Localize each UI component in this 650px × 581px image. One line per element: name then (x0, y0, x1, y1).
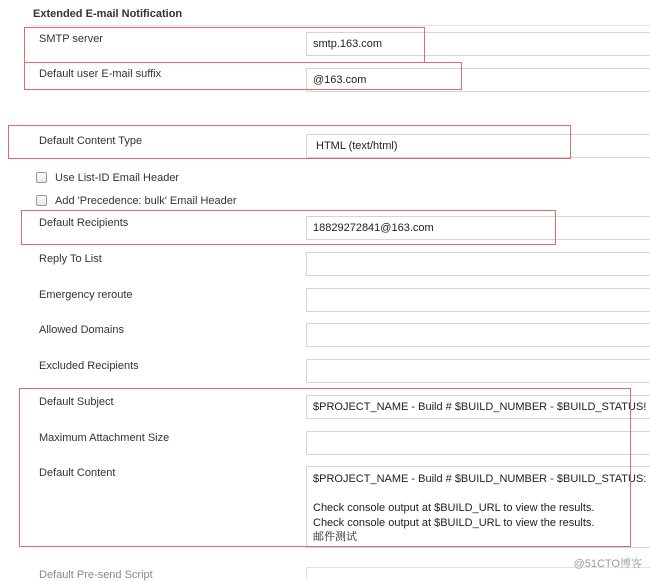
emergency-reroute-input[interactable] (306, 288, 650, 312)
content-type-label: Default Content Type (39, 135, 143, 147)
emergency-reroute-label: Emergency reroute (39, 289, 133, 301)
smtp-server-label: SMTP server (39, 33, 103, 45)
max-attachment-input[interactable] (306, 431, 650, 455)
default-suffix-label: Default user E-mail suffix (39, 68, 162, 80)
use-list-id-label: Use List-ID Email Header (55, 172, 180, 184)
default-content-textarea[interactable]: $PROJECT_NAME - Build # $BUILD_NUMBER - $BUILD_STATUS: Check console output at $BUILD_URL to view the results. Check console output at $BUILD_URL to view the results. 邮件测试 (306, 466, 650, 548)
watermark: @51CTO博客 (573, 558, 642, 570)
content-type-select[interactable]: HTML (text/html) (306, 134, 650, 158)
section-divider (30, 25, 650, 26)
use-list-id-row[interactable] (36, 172, 179, 184)
default-content-label: Default Content (39, 467, 116, 479)
section-title: Extended E-mail Notification (33, 8, 183, 20)
default-suffix-input[interactable]: @163.com (306, 68, 650, 92)
excluded-recipients-input[interactable] (306, 359, 650, 383)
add-precedence-label: Add 'Precedence: bulk' Email Header (55, 195, 237, 207)
default-recipients-label: Default Recipients (39, 217, 129, 229)
max-attachment-label: Maximum Attachment Size (39, 432, 170, 444)
allowed-domains-label: Allowed Domains (39, 324, 124, 336)
add-precedence-checkbox[interactable] (36, 195, 47, 206)
default-recipients-input[interactable]: 18829272841@163.com (306, 216, 650, 240)
presend-script-label: Default Pre-send Script (39, 569, 153, 581)
add-precedence-row[interactable] (36, 195, 237, 207)
reply-to-input[interactable] (306, 252, 650, 276)
default-subject-input[interactable]: $PROJECT_NAME - Build # $BUILD_NUMBER - $BUILD_STATUS! (306, 395, 650, 419)
use-list-id-checkbox[interactable] (36, 172, 47, 183)
default-subject-label: Default Subject (39, 396, 114, 408)
smtp-server-input[interactable]: smtp.163.com (306, 32, 650, 56)
excluded-recipients-label: Excluded Recipients (39, 360, 139, 372)
reply-to-label: Reply To List (39, 253, 102, 265)
allowed-domains-input[interactable] (306, 323, 650, 347)
